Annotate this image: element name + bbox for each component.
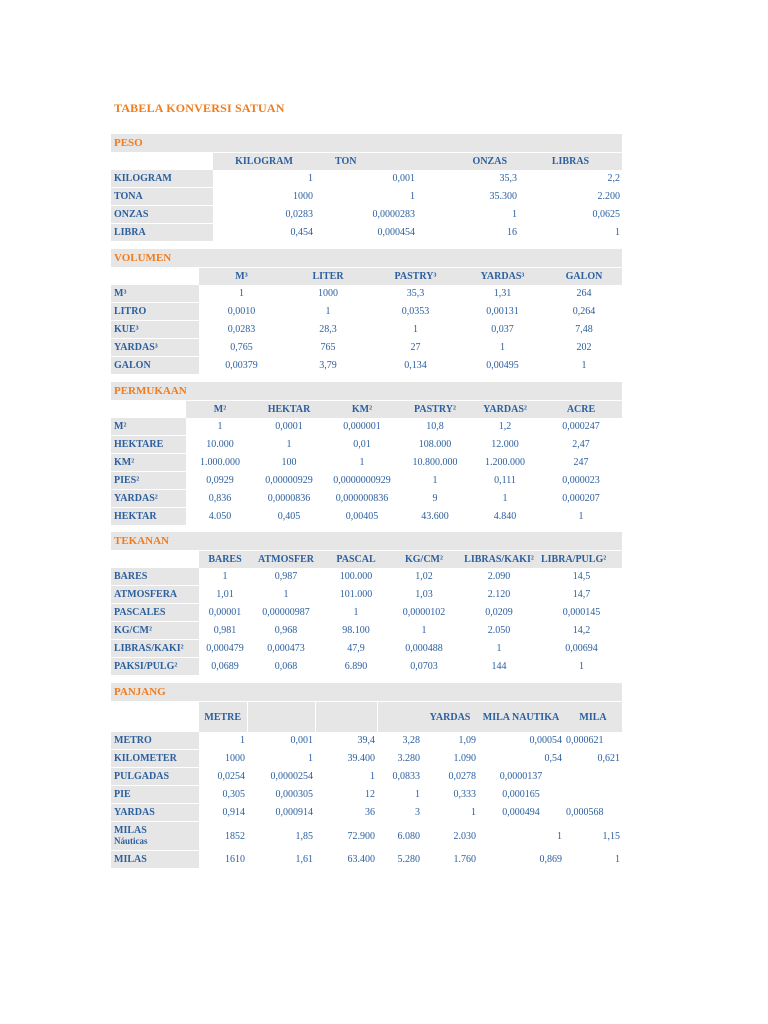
table-cell: 1: [283, 589, 289, 600]
table-cell: 1,02: [415, 571, 433, 582]
table-cell: 101.000: [339, 589, 373, 600]
table-cell: 0,000000836: [335, 493, 389, 504]
column-header: PASCAL: [321, 551, 391, 569]
table-row: [111, 822, 622, 851]
table-cell: 10.000: [206, 439, 234, 450]
table-cell: 0,0010: [227, 306, 256, 317]
column-header: GALON: [546, 268, 622, 286]
row-label: HEKTAR: [111, 508, 186, 526]
column-header: LIBRA/PULG²: [541, 551, 622, 569]
table-row: [111, 303, 622, 321]
header-corner: [111, 153, 213, 171]
table-cell: 10,8: [426, 421, 444, 432]
table-row: [111, 224, 622, 242]
row-label: KUE³: [111, 321, 199, 339]
column-header: ATMOSFER: [251, 551, 321, 569]
table-cell: 28,3: [319, 324, 337, 335]
table-cell: 0,068: [274, 661, 298, 672]
table-row: [111, 658, 622, 676]
table-cell: 0,000488: [405, 643, 443, 654]
table-cell: [564, 786, 622, 804]
table-row: [111, 454, 622, 472]
row-label: GALON: [111, 357, 199, 375]
table-cell: 1: [217, 421, 223, 432]
table-cell: 0,000914: [275, 807, 313, 818]
table-cell: 0,00405: [345, 511, 379, 522]
table-cell: 0,0703: [410, 661, 438, 672]
column-header: KILOGRAM: [213, 153, 315, 171]
table-cell: 0,000247: [562, 421, 600, 432]
table-header-row: [111, 153, 622, 171]
table-cell: 0,000165: [502, 789, 540, 800]
table-cell: 1: [615, 854, 620, 865]
table-cell: 2,47: [572, 439, 590, 450]
table-cell: 0,001: [290, 735, 313, 746]
row-label: KILOMETER: [111, 750, 199, 768]
column-header: PASTRY³: [372, 268, 459, 286]
column-header: HEKTAR: [254, 401, 324, 419]
row-label: YARDAS³: [111, 339, 199, 357]
table-cell: 100.000: [339, 571, 373, 582]
row-label: TONA: [111, 188, 213, 206]
table-row: [111, 732, 622, 750]
column-header: [315, 702, 377, 733]
table-cell: 0,0689: [211, 661, 239, 672]
table-cell: 765: [320, 342, 336, 353]
table-cell: 3.280: [397, 753, 420, 764]
table-cell: 0,0833: [392, 771, 420, 782]
table-cell: 0,836: [208, 493, 232, 504]
table-cell: 0,000145: [562, 607, 601, 618]
table-cell: 1: [471, 807, 476, 818]
table-cell: 1000: [225, 753, 245, 764]
row-label: [111, 822, 199, 851]
table-row: [111, 604, 622, 622]
table-cell: 1: [325, 306, 331, 317]
table-cell: 1: [432, 475, 438, 486]
column-header: PASTRY²: [400, 401, 470, 419]
table-tekanan: [111, 550, 622, 676]
row-label: METRO: [111, 732, 199, 750]
table-cell: 0,000473: [267, 643, 305, 654]
table-cell: 264: [576, 288, 592, 299]
table-row: [111, 804, 622, 822]
table-cell: 1000: [318, 288, 338, 299]
section-panjang: [111, 683, 622, 869]
table-cell: 1.760: [453, 854, 476, 865]
table-cell: 1,01: [216, 589, 234, 600]
row-label: KM²: [111, 454, 186, 472]
column-header: LIBRAS/KAKI²: [457, 551, 541, 569]
table-cell: 1: [413, 324, 418, 335]
table-peso: [111, 152, 622, 242]
table-cell: 0,000621: [566, 735, 604, 746]
table-cell: 1: [410, 191, 415, 202]
table-cell: 0,000305: [275, 789, 313, 800]
table-cell: 14,2: [572, 625, 591, 636]
column-header: [377, 702, 422, 733]
table-cell: 2.200: [597, 191, 620, 202]
section-tekanan: [111, 532, 622, 676]
table-cell: 1610: [225, 854, 245, 865]
column-header: KM²: [324, 401, 400, 419]
table-cell: 0,0000283: [372, 209, 415, 220]
table-row: [111, 490, 622, 508]
table-cell: 0,0283: [227, 324, 256, 335]
row-label: MILAS: [111, 851, 199, 869]
row-label: LIBRA: [111, 224, 213, 242]
table-row: [111, 568, 622, 586]
table-cell: 0,000568: [566, 807, 604, 818]
table-row: [111, 170, 622, 188]
row-label: PAKSI/PULG²: [111, 658, 199, 676]
table-cell: 3,28: [402, 735, 420, 746]
table-cell: 108.000: [418, 439, 452, 450]
column-header: YARDAS²: [470, 401, 540, 419]
row-label: YARDAS: [111, 804, 199, 822]
table-cell: 0,54: [544, 753, 562, 764]
table-cell: 1,31: [493, 288, 512, 299]
section-header-peso: PESO: [111, 134, 622, 152]
table-row: [111, 339, 622, 357]
table-cell: 0,981: [213, 625, 237, 636]
table-cell: 1: [308, 173, 313, 184]
table-cell: [564, 768, 622, 786]
section-header-volumen: VOLUMEN: [111, 249, 622, 267]
table-cell: 1: [512, 209, 517, 220]
column-header: KG/CM²: [391, 551, 457, 569]
table-panjang: [111, 701, 622, 869]
row-label: BARES: [111, 568, 199, 586]
table-cell: 0,134: [404, 360, 427, 371]
table-cell: 1: [502, 493, 508, 504]
table-cell: 0,869: [539, 854, 562, 865]
table-cell: 3: [415, 807, 420, 818]
table-cell: 1,09: [458, 735, 476, 746]
table-cell: 27: [410, 342, 421, 353]
header-corner: [111, 551, 199, 569]
table-cell: 0,0209: [485, 607, 513, 618]
table-cell: 0,968: [274, 625, 298, 636]
table-row: [111, 436, 622, 454]
table-cell: 1: [240, 735, 245, 746]
table-cell: 0,037: [491, 324, 514, 335]
column-header: YARDAS³: [459, 268, 546, 286]
table-cell: 6.890: [344, 661, 368, 672]
table-cell: 72.900: [347, 830, 375, 842]
table-cell: 1: [579, 661, 584, 672]
table-cell: 2.030: [453, 830, 476, 842]
table-cell: 7,48: [575, 324, 593, 335]
table-cell: 0,000479: [206, 643, 244, 654]
table-cell: 1: [581, 360, 587, 371]
table-cell: 39,4: [357, 735, 375, 746]
table-cell: 2.090: [487, 571, 511, 582]
section-peso: [111, 134, 622, 242]
table-cell: 1.200.000: [485, 457, 525, 468]
table-row: [111, 321, 622, 339]
table-cell: 47,9: [347, 643, 365, 654]
table-permukaan: [111, 400, 622, 526]
table-row: [111, 851, 622, 869]
column-header: BARES: [199, 551, 251, 569]
table-cell: 0,765: [230, 342, 253, 353]
row-label: M²: [111, 418, 186, 436]
row-label-line: MILAS: [114, 824, 147, 836]
table-cell: 14,7: [572, 589, 591, 600]
column-header: YARDAS: [422, 702, 478, 733]
page-title: TABELA KONVERSI SATUAN: [114, 101, 285, 115]
table-cell: 1: [421, 625, 427, 636]
table-cell: 1,03: [415, 589, 433, 600]
column-header: LITER: [284, 268, 372, 286]
row-label: YARDAS²: [111, 490, 186, 508]
table-cell: 39.400: [347, 753, 375, 764]
section-permukaan: [111, 382, 622, 526]
table-cell: 1: [286, 439, 292, 450]
table-row: [111, 768, 622, 786]
row-label: LIBRAS/KAKI²: [111, 640, 199, 658]
table-cell: 0,0929: [206, 475, 234, 486]
row-label: HEKTARE: [111, 436, 186, 454]
table-cell: 1: [308, 753, 313, 764]
table-cell: 0,000494: [502, 807, 540, 818]
table-cell: 1: [415, 789, 420, 800]
table-row: [111, 357, 622, 375]
table-row: [111, 418, 622, 436]
table-cell: 0,01: [353, 439, 371, 450]
table-cell: 0,00495: [486, 360, 519, 371]
table-header-row: [111, 268, 622, 286]
table-cell: 0,00000987: [262, 607, 310, 618]
table-row: [111, 508, 622, 526]
table-cell: 35.300: [489, 191, 517, 202]
table-cell: 12: [365, 789, 375, 800]
table-cell: 35,3: [406, 288, 425, 299]
table-cell: 36: [365, 807, 375, 818]
table-cell: 1: [370, 771, 375, 782]
table-cell: 0,405: [277, 511, 301, 522]
table-cell: 0,00000929: [265, 475, 313, 486]
table-cell: 0,0000102: [402, 607, 446, 618]
table-cell: 0,0000254: [270, 771, 313, 782]
table-row: [111, 206, 622, 224]
table-cell: 0,0353: [401, 306, 430, 317]
row-label-line: Náuticas: [114, 835, 148, 846]
table-cell: 14,5: [572, 571, 591, 582]
row-label: PULGADAS: [111, 768, 199, 786]
table-row: [111, 188, 622, 206]
table-cell: 35,3: [499, 173, 517, 184]
table-cell: 0,000454: [377, 227, 415, 238]
table-row: [111, 285, 622, 303]
row-label: KG/CM²: [111, 622, 199, 640]
table-row: [111, 786, 622, 804]
table-cell: 202: [576, 342, 592, 353]
table-cell: 0,00379: [225, 360, 258, 371]
column-header: M²: [186, 401, 254, 419]
column-header: ONZAS: [417, 153, 519, 171]
table-cell: 0,000023: [562, 475, 600, 486]
table-cell: 0,0000836: [267, 493, 311, 504]
table-cell: 0,264: [572, 306, 596, 317]
row-label: ATMOSFERA: [111, 586, 199, 604]
table-cell: 12.000: [491, 439, 519, 450]
table-row: [111, 472, 622, 490]
table-cell: 1.000.000: [200, 457, 240, 468]
table-cell: 1: [557, 830, 562, 842]
table-cell: 1,85: [295, 830, 313, 842]
column-header: ACRE: [540, 401, 622, 419]
table-cell: 0,914: [222, 807, 245, 818]
header-corner: [111, 268, 199, 286]
table-cell: 100: [281, 457, 297, 468]
row-label: KILOGRAM: [111, 170, 213, 188]
table-cell: 2.050: [487, 625, 511, 636]
table-cell: 3,79: [319, 360, 337, 371]
table-cell: 1: [222, 571, 228, 582]
header-corner: [111, 401, 186, 419]
table-header-row: [111, 401, 622, 419]
table-cell: 0,333: [453, 789, 476, 800]
table-cell: 247: [573, 457, 589, 468]
row-label: PASCALES: [111, 604, 199, 622]
table-cell: 2.120: [487, 589, 511, 600]
row-label: LITRO: [111, 303, 199, 321]
row-label: PIE: [111, 786, 199, 804]
column-header: MILA NAUTIKA: [478, 702, 564, 733]
table-cell: 0,0001: [275, 421, 303, 432]
table-cell: 0,0278: [448, 771, 476, 782]
table-cell: 43.600: [421, 511, 449, 522]
table-cell: 0,0625: [592, 209, 620, 220]
table-cell: 0,00054: [529, 735, 562, 746]
table-cell: 0,00131: [486, 306, 519, 317]
table-cell: 144: [491, 661, 507, 672]
column-header: M³: [199, 268, 284, 286]
section-volumen: [111, 249, 622, 375]
table-cell: 9: [432, 493, 438, 504]
table-cell: 4.050: [208, 511, 232, 522]
table-cell: 1,2: [498, 421, 512, 432]
table-row: [111, 750, 622, 768]
row-label: PIES²: [111, 472, 186, 490]
table-cell: 10.800.000: [412, 457, 458, 468]
table-cell: 0,0254: [217, 771, 245, 782]
table-cell: 1: [239, 288, 244, 299]
row-label: M³: [111, 285, 199, 303]
table-cell: 0,987: [274, 571, 298, 582]
table-cell: 1: [578, 511, 584, 522]
table-cell: 1,61: [295, 854, 313, 865]
table-cell: 0,0000000929: [333, 475, 391, 486]
table-cell: 0,0283: [285, 209, 313, 220]
column-header: MILA: [564, 702, 622, 733]
table-cell: 1: [500, 342, 505, 353]
table-cell: 16: [507, 227, 517, 238]
header-corner: [111, 702, 199, 733]
section-header-permukaan: PERMUKAAN: [111, 382, 622, 400]
column-header: METRE: [199, 702, 247, 733]
table-row: [111, 586, 622, 604]
table-cell: 0,001: [392, 173, 415, 184]
table-cell: 1: [496, 643, 502, 654]
section-header-panjang: PANJANG: [111, 683, 622, 701]
table-cell: 1.090: [453, 753, 476, 764]
table-cell: 63.400: [347, 854, 375, 865]
row-label: ONZAS: [111, 206, 213, 224]
table-cell: 0,0000137: [499, 771, 543, 782]
table-cell: 0,000001: [343, 421, 381, 432]
table-row: [111, 622, 622, 640]
table-cell: 0,00694: [565, 643, 598, 654]
table-cell: 1852: [225, 830, 245, 842]
table-cell: 98.100: [342, 625, 370, 636]
table-cell: 0,621: [597, 753, 620, 764]
table-cell: 0,305: [222, 789, 245, 800]
table-header-row: [111, 702, 622, 733]
table-cell: 1000: [293, 191, 313, 202]
column-header: [247, 702, 315, 733]
column-header: LIBRAS: [519, 153, 622, 171]
table-cell: 1: [615, 227, 620, 238]
table-cell: 0,00001: [208, 607, 242, 618]
table-header-row: [111, 551, 622, 569]
column-header: TON: [315, 153, 417, 171]
table-cell: 5.280: [397, 854, 420, 865]
table-cell: 1: [353, 607, 359, 618]
table-cell: 1: [359, 457, 365, 468]
table-volumen: [111, 267, 622, 375]
section-header-tekanan: TEKANAN: [111, 532, 622, 550]
table-cell: 2,2: [607, 173, 620, 184]
table-cell: 0,000207: [562, 493, 600, 504]
table-row: [111, 640, 622, 658]
table-cell: 1,15: [602, 830, 620, 842]
table-cell: 0,111: [494, 475, 516, 486]
table-cell: 6.080: [397, 830, 420, 842]
table-cell: 0,454: [290, 227, 313, 238]
table-cell: 4.840: [493, 511, 517, 522]
